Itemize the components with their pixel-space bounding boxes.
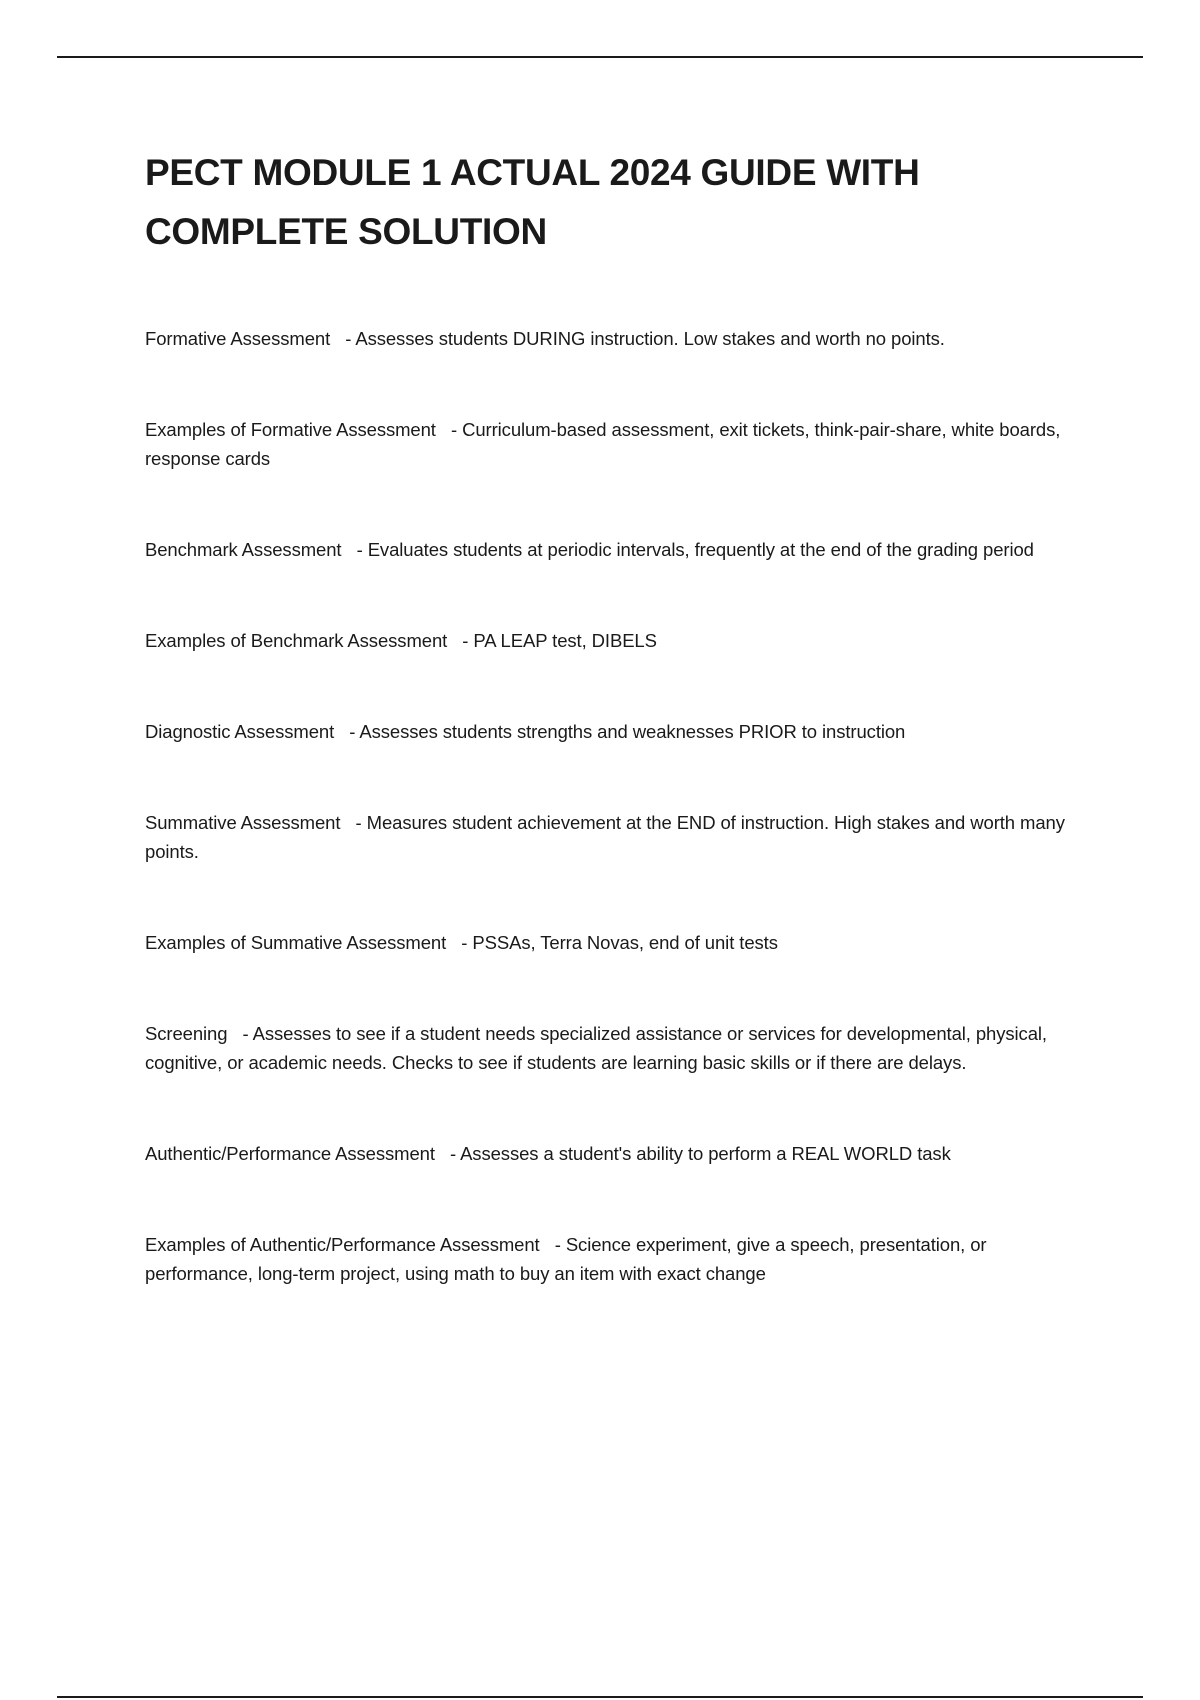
term-entry [145, 415, 1085, 473]
document-title: PECT MODULE 1 ACTUAL 2024 GUIDE WITH COMPLETE SOLUTION [145, 152, 920, 252]
definition: PSSAs, Terra Novas, end of unit tests [472, 932, 778, 953]
term: Examples of Formative Assessment [145, 419, 436, 440]
definition: Evaluates students at periodic intervals, frequently at the end of the grading period [367, 539, 1034, 560]
definition: Assesses to see if a student needs specialized assistance or services for developmental, physical, cognitive, or academic needs. Checks to see if students are learning basic skills or if there are delays. [145, 1023, 1047, 1073]
definition: Measures student achievement at the END of instruction. High stakes and worth many points. [145, 812, 1065, 862]
term-entry [145, 1019, 1085, 1077]
term-entry [145, 626, 1085, 655]
term-separator: - [447, 630, 474, 651]
term-entry [145, 717, 1085, 746]
definition: Assesses students DURING instruction. Low stakes and worth no points. [355, 328, 945, 349]
term-separator: - [330, 328, 356, 349]
definition: Science experiment, give a speech, presentation, or performance, long-term project, using math to buy an item with exact change [145, 1234, 987, 1284]
top-rule [57, 56, 1143, 58]
term: Formative Assessment [145, 328, 331, 349]
term: Examples of Summative Assessment [145, 932, 447, 953]
definition: Curriculum-based assessment, exit tickets, think-pair-share, white boards, response cards [145, 419, 1061, 469]
definition: Assesses students strengths and weaknesses PRIOR to instruction [359, 721, 906, 742]
term: Benchmark Assessment [145, 539, 342, 560]
term: Summative Assessment [145, 812, 341, 833]
term: Screening [145, 1023, 228, 1044]
bottom-rule [57, 1696, 1143, 1698]
term-separator: - [340, 812, 367, 833]
term: Diagnostic Assessment [145, 721, 335, 742]
term-separator: - [435, 419, 463, 440]
term-separator: - [539, 1234, 566, 1255]
term-entry [145, 1230, 1085, 1288]
term: Examples of Benchmark Assessment [145, 630, 448, 651]
term-separator: - [434, 1143, 461, 1164]
term: Authentic/Performance Assessment [145, 1143, 435, 1164]
definition: Assesses a student's ability to perform a REAL WORLD task [460, 1143, 951, 1164]
term-entry [145, 928, 1085, 957]
term-entry [145, 808, 1085, 866]
term-separator: - [227, 1023, 253, 1044]
term-entry [145, 1139, 1085, 1168]
term-list [145, 324, 1085, 1350]
term-separator: - [341, 539, 368, 560]
term-entry [145, 324, 1085, 353]
term: Examples of Authentic/Performance Assessment [145, 1234, 540, 1255]
term-separator: - [334, 721, 360, 742]
term-separator: - [446, 932, 473, 953]
term-entry [145, 535, 1085, 564]
definition: PA LEAP test, DIBELS [473, 630, 657, 651]
